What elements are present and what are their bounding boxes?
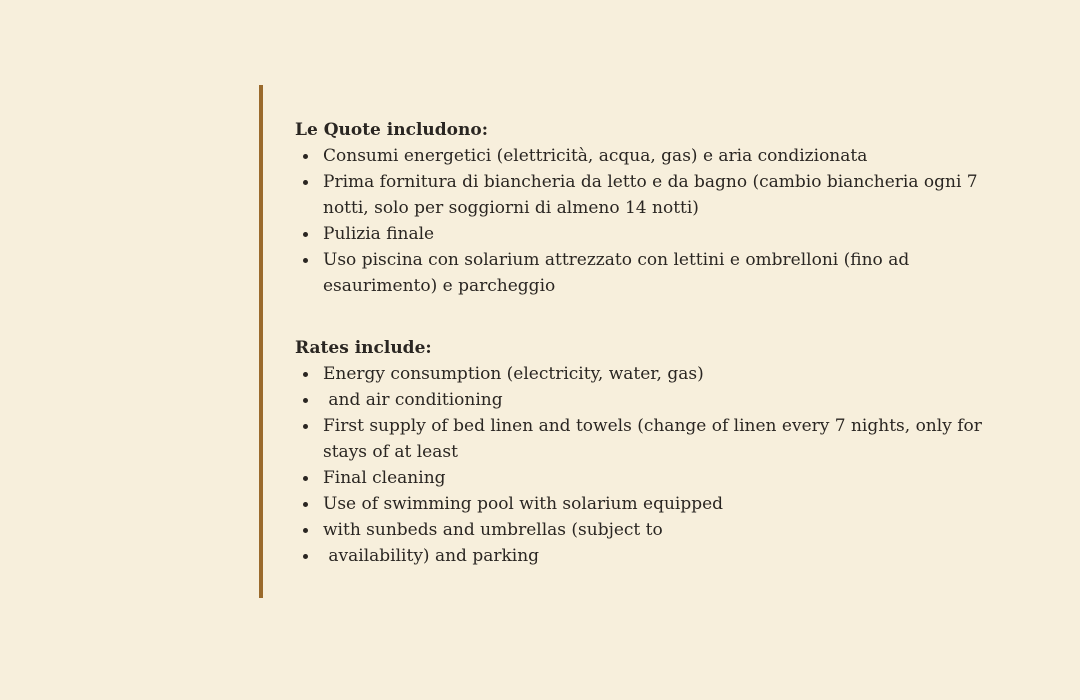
english-list: [295, 361, 988, 569]
list-item: availability) and parking: [295, 543, 985, 569]
rates-content: [295, 117, 988, 569]
list-item: Pulizia finale: [295, 221, 985, 247]
list-item: Uso piscina con solarium attrezzato con lettini e ombrelloni (fino ad esaurimento) e parcheggio: [295, 247, 985, 299]
list-item: Use of swimming pool with solarium equipped: [295, 491, 985, 517]
italian-section: [295, 117, 985, 299]
list-item: Consumi energetici (elettricità, acqua, gas) e aria condizionata: [295, 143, 985, 169]
italian-heading: Le Quote includono:: [295, 120, 488, 140]
accent-bar: [259, 85, 263, 598]
italian-list: [295, 143, 985, 299]
english-section: [295, 335, 988, 569]
list-item: Energy consumption (electricity, water, gas): [295, 361, 985, 387]
list-item: and air conditioning: [295, 387, 985, 413]
list-item: Prima fornitura di biancheria da letto e da bagno (cambio biancheria ogni 7 notti, solo per soggiorni di almeno 14 notti): [295, 169, 985, 221]
list-item: with sunbeds and umbrellas (subject to: [295, 517, 985, 543]
list-item: Final cleaning: [295, 465, 985, 491]
list-item: First supply of bed linen and towels (change of linen every 7 nights, only for stays of at least: [295, 413, 985, 465]
english-heading: Rates include:: [295, 338, 432, 358]
